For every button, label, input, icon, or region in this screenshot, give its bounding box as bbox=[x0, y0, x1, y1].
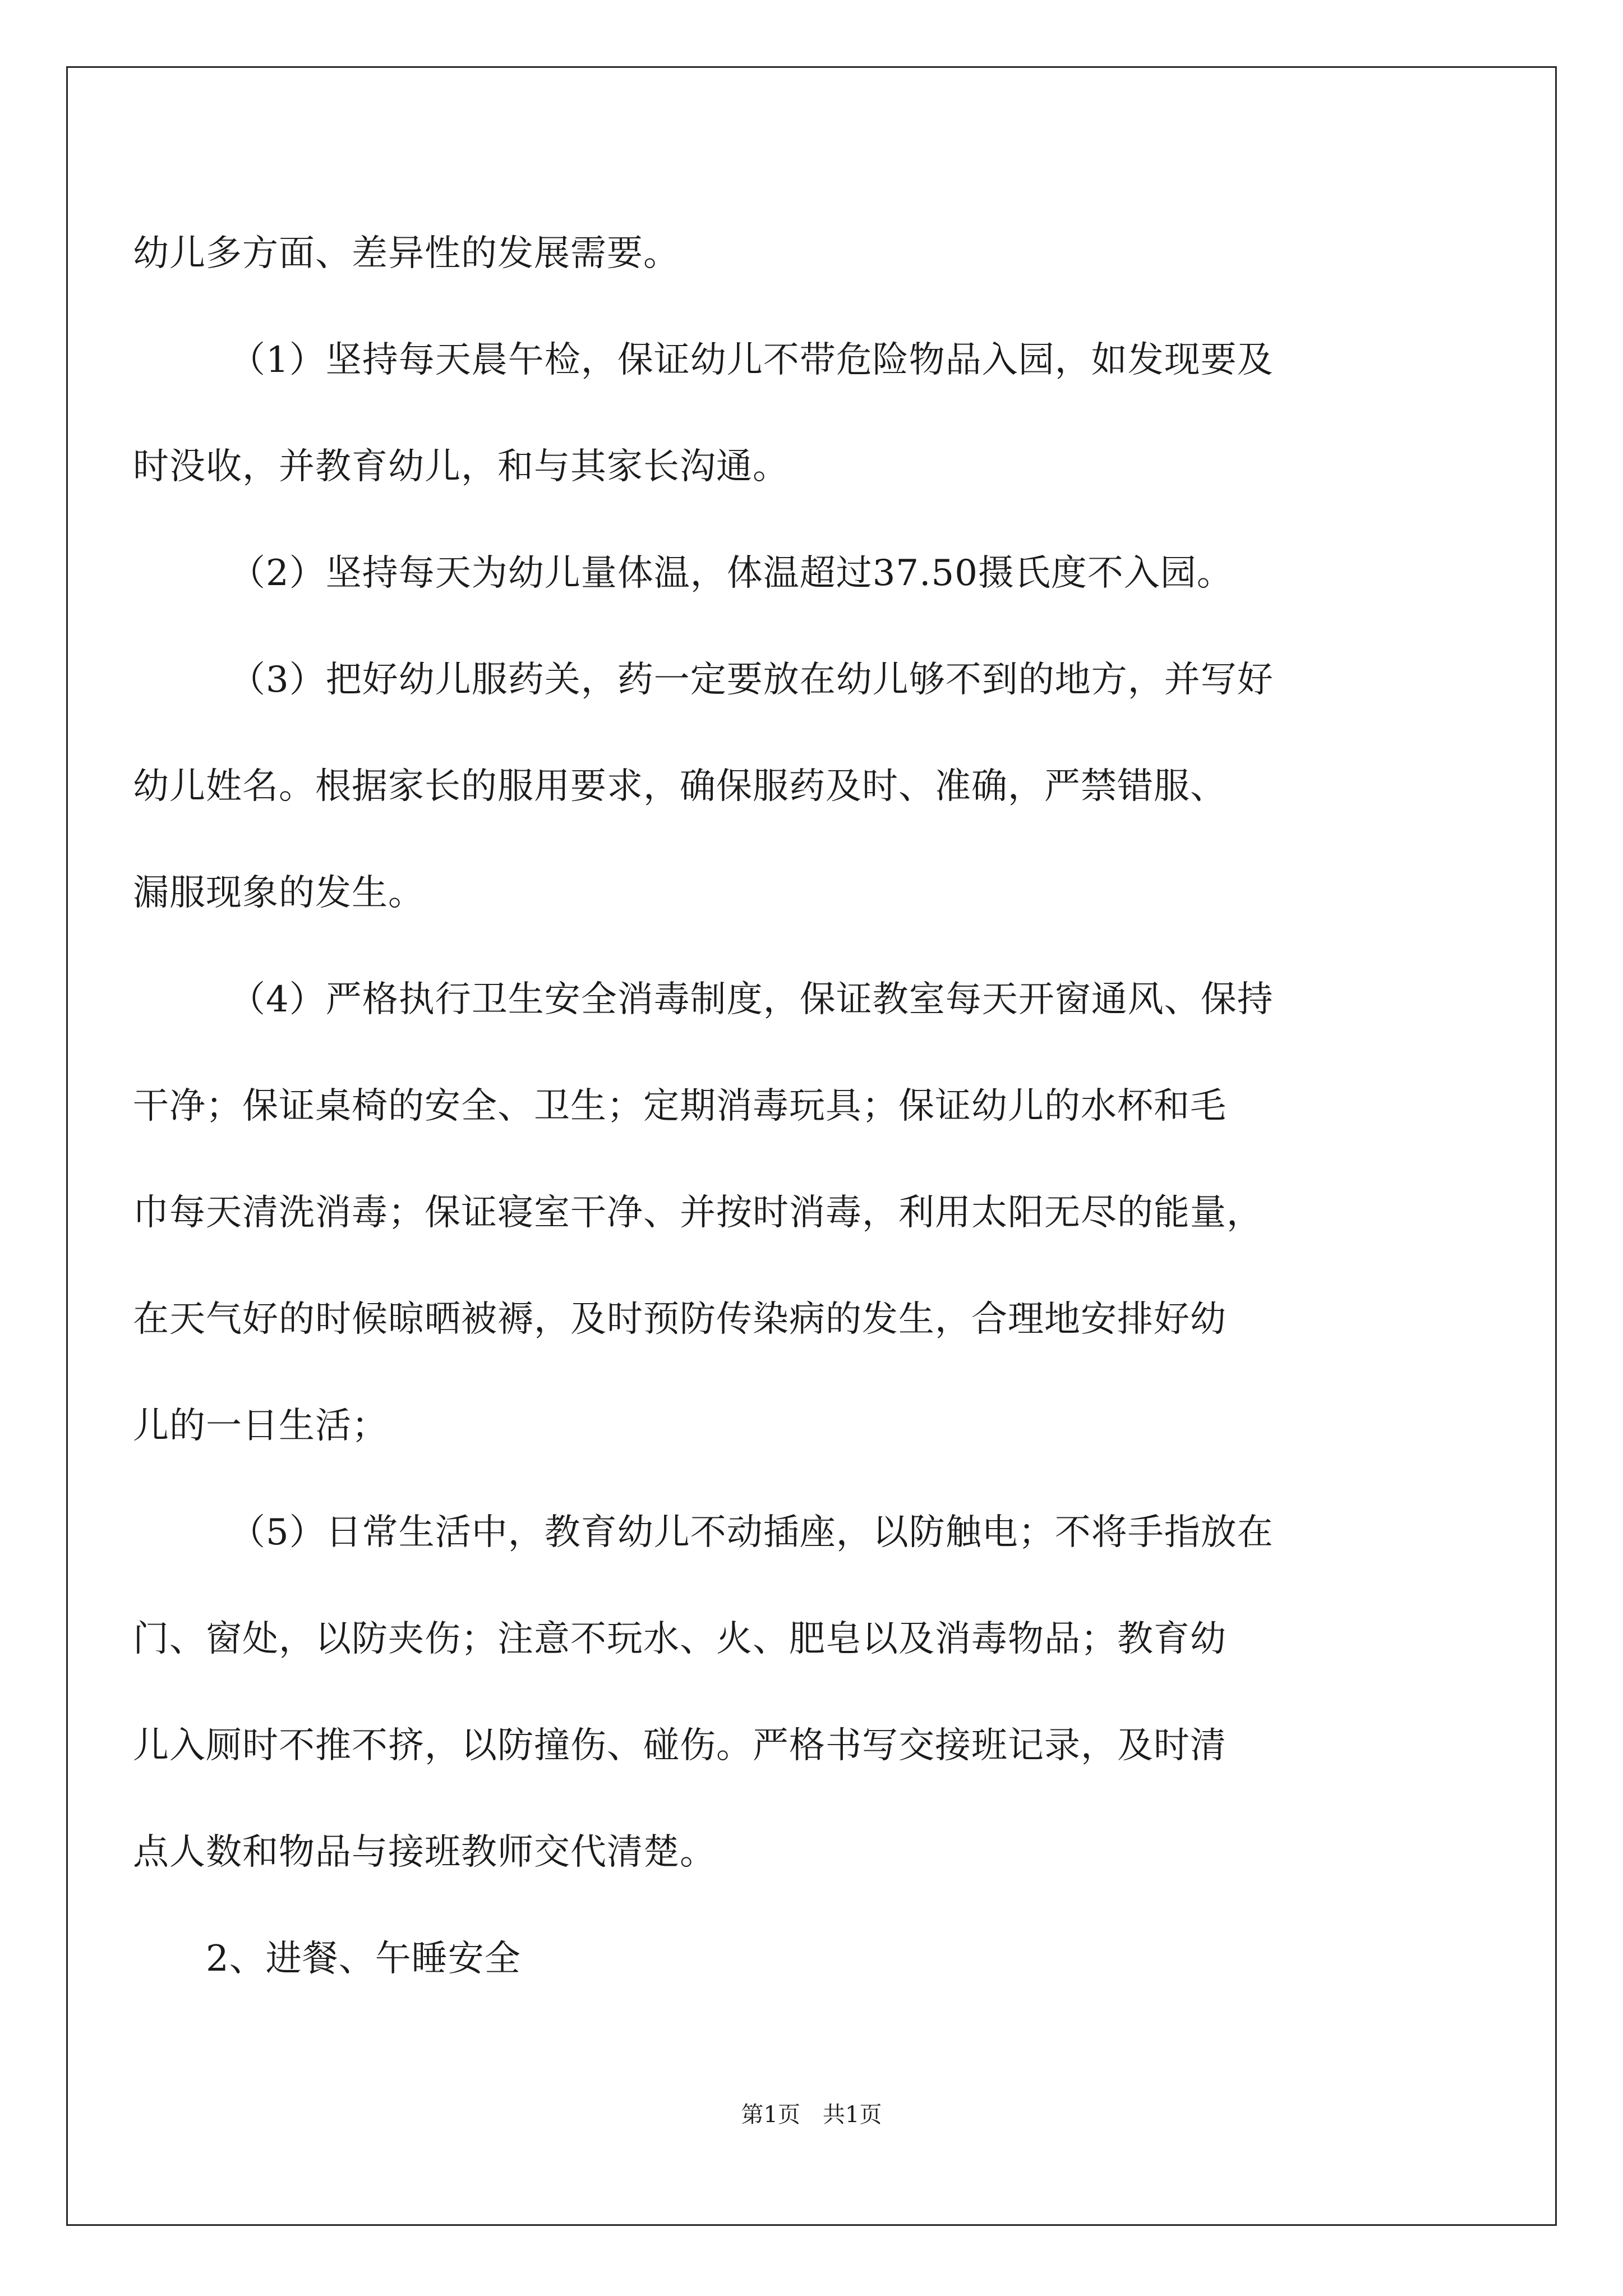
text-line: 幼儿姓名。根据家长的服用要求，确保服药及时、准确，严禁错服、 bbox=[133, 766, 1227, 807]
page-number: 第1页 bbox=[741, 2102, 800, 2128]
text-line: 儿入厕时不推不挤，以防撞伤、碰伤。严格书写交接班记录，及时清 bbox=[133, 1725, 1227, 1766]
text-line: 在天气好的时候晾晒被褥，及时预防传染病的发生，合理地安排好幼 bbox=[133, 1299, 1227, 1340]
text-line: 漏服现象的发生。 bbox=[133, 872, 425, 914]
text-line: （4）严格执行卫生安全消毒制度，保证教室每天开窗通风、保持 bbox=[229, 979, 1274, 1020]
text-line: 门、窗处，以防夹伤；注意不玩水、火、肥皂以及消毒物品；教育幼 bbox=[133, 1618, 1227, 1660]
text-line: （2）坚持每天为幼儿量体温，体温超过37.50摄氏度不入园。 bbox=[229, 553, 1233, 594]
text-line: 儿的一日生活； bbox=[133, 1405, 388, 1447]
text-line: （1）坚持每天晨午检，保证幼儿不带危险物品入园，如发现要及 bbox=[229, 339, 1274, 381]
page-total: 共1页 bbox=[823, 2102, 882, 2128]
text-line: 干净；保证桌椅的安全、卫生；定期消毒玩具；保证幼儿的水杯和毛 bbox=[133, 1085, 1227, 1127]
section-heading: 2、进餐、午睡安全 bbox=[206, 1938, 521, 1980]
text-line: （5）日常生活中，教育幼儿不动插座，以防触电；不将手指放在 bbox=[229, 1512, 1274, 1553]
text-line: 点人数和物品与接班教师交代清楚。 bbox=[133, 1832, 716, 1873]
text-line: 巾每天清洗消毒；保证寝室干净、并按时消毒，利用太阳无尽的能量， bbox=[133, 1192, 1263, 1234]
page-footer bbox=[0, 2104, 1623, 2126]
text-line: （3）把好幼儿服药关，药一定要放在幼儿够不到的地方，并写好 bbox=[229, 659, 1274, 701]
page-border bbox=[66, 66, 1557, 2226]
text-line: 时没收，并教育幼儿，和与其家长沟通。 bbox=[133, 446, 789, 487]
text-line: 幼儿多方面、差异性的发展需要。 bbox=[133, 233, 680, 274]
